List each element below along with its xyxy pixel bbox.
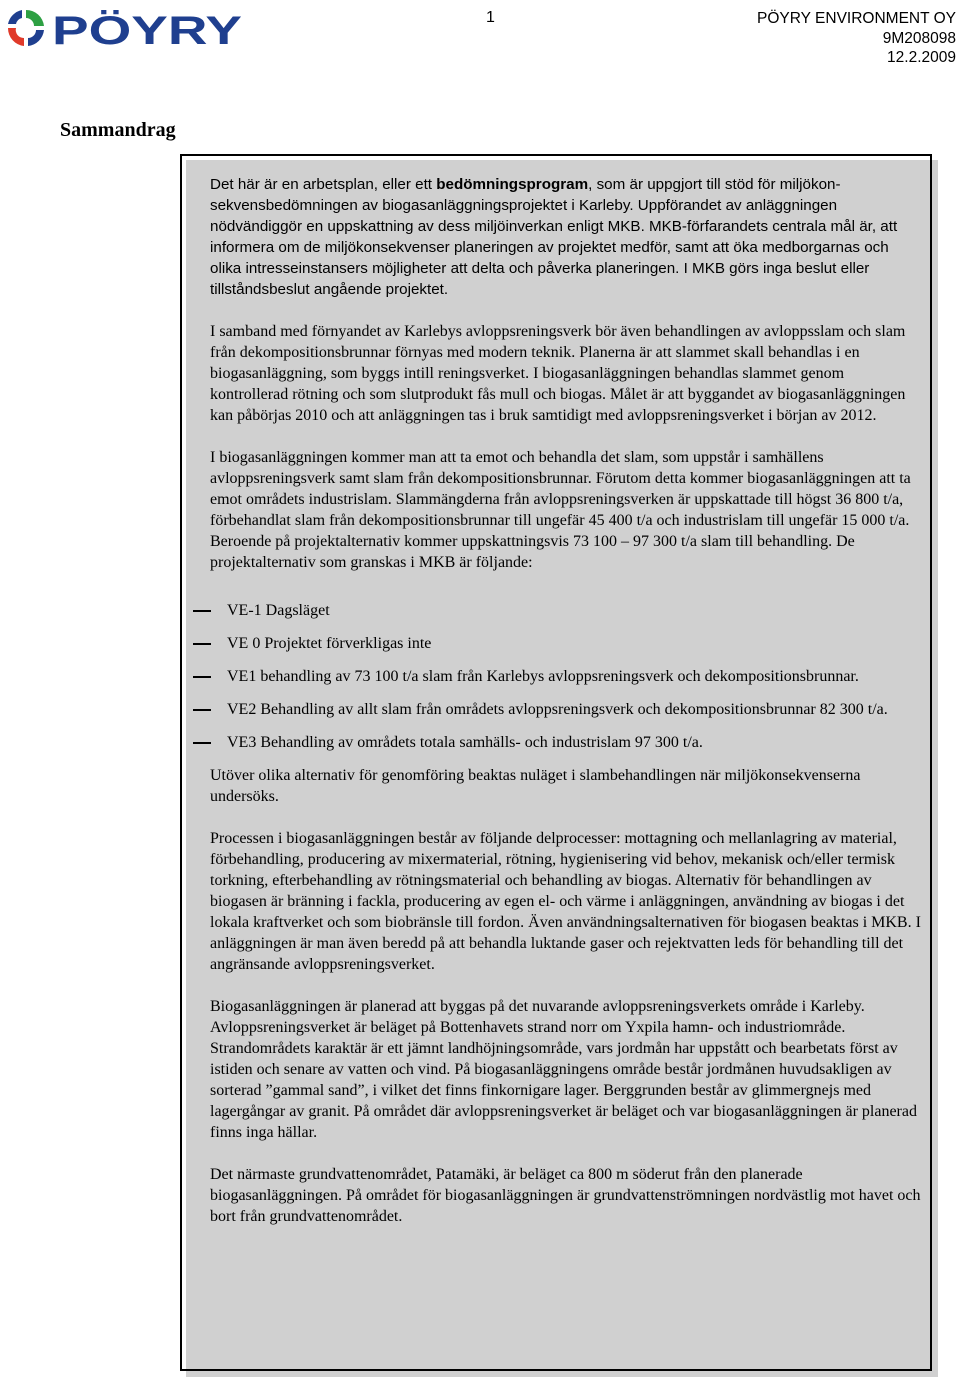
- paragraph-groundwater: Det närmaste grundvattenområdet, Patamäki, är beläget ca 800 m söderut från den planerade biogasanläggningen. På området för biogasanläggningen är grundvattenströmningen nordvästlig mot havet och bort från grundvattenområdet.: [210, 1166, 921, 1225]
- paragraph-process: Processen i biogasanläggningen består av följande delprocesser: mottagning och mellanlagring av material, förbehandling, producering av mixermaterial, rötning, hygienisering vid behov, mekanisk och/eller termisk torkning, efterbehandling av rötningsmaterial och behandling av biogas. Alternativ för behandlingen av biogasen är bränning i fackla, producering av egen el- och värme i anläggningen, användning av biogas i det lokala kraftverket och som biobränsle till fordon. Även användningsalternativen för biogasen beaktas i MKB. I anläggningen är man även beredd på att behandla luktande gaser och rejektvatten leds för behandling till det angränsande avloppsreningsverket.: [210, 830, 921, 973]
- poyry-logo: [4, 6, 244, 50]
- list-item: [210, 726, 922, 759]
- dash-bullet-icon: [193, 676, 211, 678]
- list-item-text: VE-1 Dagsläget: [227, 602, 330, 619]
- list-item-text: VE1 behandling av 73 100 t/a slam från Karlebys avloppsreningsverk och dekompositionsbrunnar.: [227, 668, 859, 685]
- alternatives-list: [210, 594, 922, 759]
- poyry-logo-mark: [8, 10, 44, 46]
- document-header-info: [757, 9, 956, 68]
- poyry-logo-text: PÖYRY: [52, 9, 191, 50]
- list-item: [210, 627, 922, 660]
- list-item: [210, 594, 922, 627]
- dash-bullet-icon: [193, 610, 211, 612]
- intro-text-2: , som är uppgjort till stöd för miljökonsekvensbedömningen av biogasanläggningsprojektet i Karleby. Uppförandet av anläggningen nödvändiggör en uppskattning av dess miljöinverkan enligt MKB.: [210, 176, 841, 235]
- dash-bullet-icon: [193, 709, 211, 711]
- intro-text-3: MKB-förfarandets centrala mål är, att informera om de miljökonsekvenser planeringen av projektet medför, samt att öka medborgarnas och olika intresseinstansers möjligheter att delta och påverka planeringen. I MKB görs inga beslut eller tillståndsbeslut angående projektet.: [210, 218, 898, 298]
- list-item-text: VE2 Behandling av allt slam från områdets avloppsreningsverk och dekompositionsbrunnar 82 300 t/a.: [227, 701, 888, 718]
- list-item: [210, 660, 922, 693]
- paragraph-intro: [210, 174, 922, 300]
- paragraph-background: I samband med förnyandet av Karlebys avloppsreningsverk bör även behandlingen av avloppsslam och slam från dekompositionsbrunnar förnyas med modern teknik. Planerna är att slammet skall behandlas i en biogasanläggning, som byggs intill reningsverket. I biogasanläggningen behandlas slammet genom kontrollerad rötning och som slutprodukt fås mull och biogas. Målet är att byggandet av biogasanläggningen kan påbörjas 2010 och att anläggningen tas i bruk samtidigt med avloppsreningsverket i början av 2012.: [210, 323, 906, 424]
- intro-text-1: Det här är en arbetsplan, eller ett: [210, 176, 437, 193]
- section-heading: Sammandrag: [60, 119, 176, 141]
- dash-bullet-icon: [193, 643, 211, 645]
- paragraph-alternatives-note: Utöver olika alternativ för genomföring beaktas nuläget i slambehandlingen när miljökonsekvenserna undersöks.: [210, 767, 861, 805]
- paragraph-sludge: I biogasanläggningen kommer man att ta emot och behandla det slam, som uppstår i samhällens avloppsreningsverk samt slam från dekompositionsbrunnar. Förutom detta kommer biogasanläggningen att ta emot områdets industrislam. Slammängderna från avloppsreningsverken är uppskattade till högst 36 800 t/a, förbehandlat slam från dekompositionsbrunnar till ungefär 45 400 t/a och industrislam till ungefär 15 000 t/a. Beroende på projektalternativ kommer uppskattningsvis 73 100 – 97 300 t/a slam till behandling. De projektalternativ som granskas i MKB är följande:: [210, 449, 911, 571]
- list-item-text: VE3 Behandling av områdets totala samhälls- och industrislam 97 300 t/a.: [227, 734, 703, 751]
- dash-bullet-icon: [193, 742, 211, 744]
- page-number: 1: [486, 9, 495, 26]
- list-item-text: VE 0 Projektet förverkligas inte: [227, 635, 432, 652]
- document-id: 9M208098: [882, 29, 956, 47]
- company-name: PÖYRY ENVIRONMENT OY: [757, 10, 956, 27]
- intro-bold-term: bedömningsprogram: [436, 176, 589, 193]
- summary-content: [210, 174, 922, 1248]
- paragraph-location: Biogasanläggningen är planerad att byggas på det nuvarande avloppsreningsverkets område i Karleby. Avloppsreningsverket är beläget på Bottenhavets strand norr om Yxpila hamn- och industriområde. Strandområdets karaktär är ett jämnt landhöjningsområde, vars jordmån har uppstått och bearbetats först av istiden och senare av vatten och vind. På biogasanläggningens område består jordmånen huvudsakligen av sorterad ”gammal sand”, i vilket det finns finkornigare lager. Berggrunden består av glimmergnejs med lagergångar av granit. På området där avloppsreningsverket är beläget och var biogasanläggningen är planerad finns inga hällar.: [210, 998, 917, 1141]
- list-item: [210, 693, 922, 726]
- document-date: 12.2.2009: [887, 49, 956, 66]
